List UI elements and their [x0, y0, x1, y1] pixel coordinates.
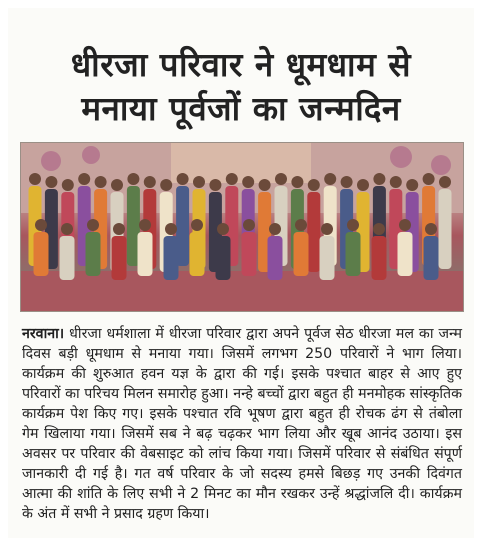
newspaper-clipping: [8, 8, 474, 538]
group-photo-illustration: [21, 143, 463, 311]
dateline: नरवाना।: [22, 326, 65, 342]
group-photo: [20, 142, 464, 312]
article-body: [22, 324, 462, 524]
headline: [8, 43, 474, 131]
article-body-text: धीरजा धर्मशाला में धीरजा परिवार द्वारा अपने पूर्वज सेठ धीरजा मल का जन्म दिवस बड़ी धूमधाम से मनाया गया। जिसमें लगभग 250 परिवारों ने भाग लिया। कार्यक्रम की शुरुआत हवन यज्ञ के द्वारा की गई। इसके पश्चात बाहर से आए हुए परिवारों का परिचय मिलन समारोह हुआ। नन्हे बच्चों द्वारा बहुत ही मनमोहक सांस्कृतिक कार्यक्रम पेश किए गए। इसके पश्चात रवि भूषण द्वारा बहुत ही रोचक ढंग से तंबोला गेम खिलाया गया। जिसमें सब ने बढ़ चढ़कर भाग लिया और खूब आनंद उठाया। इस अवसर पर परिवार की वेबसाइट को लांच किया गया। जिसमें परिवार से संबंधित संपूर्ण जानकारी दी गई है। गत वर्ष परिवार के जो सदस्य हमसे बिछड़ गए उनकी दिवंगत आत्मा की शांति के लिए सभी ने 2 मिनट का मौन रखकर उन्हें श्रद्धांजलि दी। कार्यक्रम के अंत में सभी ने प्रसाद ग्रहण किया।: [22, 326, 462, 522]
headline-line-2: मनाया पूर्वजों का जन्मदिन: [81, 89, 401, 129]
headline-line-1: धीरजा परिवार ने धूमधाम से: [70, 45, 412, 85]
